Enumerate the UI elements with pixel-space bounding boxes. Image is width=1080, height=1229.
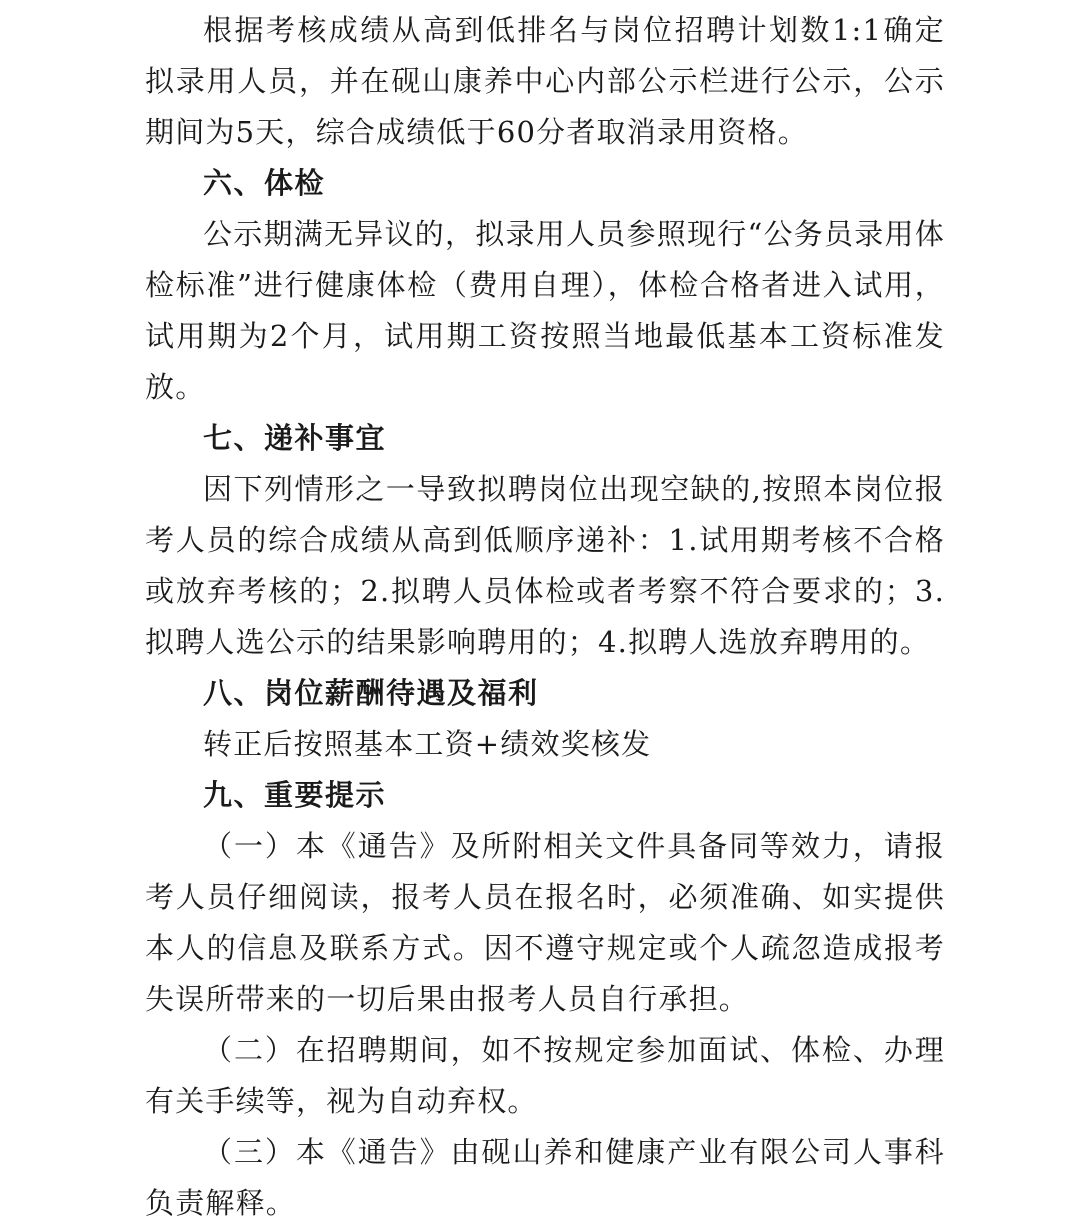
heading-important-notes: 九、重要提示 — [203, 778, 387, 812]
document-page — [145, 0, 945, 1229]
paragraph-note-2: （二）在招聘期间，如不按规定参加面试、体检、办理有关手续等，视为自动弃权。 — [145, 1033, 945, 1118]
heading-replacement: 七、递补事宜 — [203, 421, 387, 455]
paragraph-physical-exam: 公示期满无异议的，拟录用人员参照现行“公务员录用体检标准”进行健康体检（费用自理），体检合格者进入试用，试用期为2个月，试用期工资按照当地最低基本工资标准发放。 — [145, 217, 945, 404]
paragraph-note-3: （三）本《通告》由砚山养和健康产业有限公司人事科负责解释。 — [145, 1135, 945, 1220]
heading-salary-benefits: 八、岗位薪酬待遇及福利 — [203, 676, 539, 710]
paragraph-note-1: （一）本《通告》及所附相关文件具备同等效力，请报考人员仔细阅读，报考人员在报名时，必须准确、如实提供本人的信息及联系方式。因不遵守规定或个人疏忽造成报考失误所带来的一切后果由报考人员自行承担。 — [145, 829, 945, 1016]
paragraph-hiring-announcement: 根据考核成绩从高到低排名与岗位招聘计划数1:1确定拟录用人员，并在砚山康养中心内部公示栏进行公示，公示期间为5天，综合成绩低于60分者取消录用资格。 — [145, 13, 945, 149]
paragraph-salary-benefits: 转正后按照基本工资+绩效奖核发 — [203, 727, 652, 761]
paragraph-replacement: 因下列情形之一导致拟聘岗位出现空缺的,按照本岗位报考人员的综合成绩从高到低顺序递补：1.试用期考核不合格或放弃考核的；2.拟聘人员体检或者考察不符合要求的；3.拟聘人选公示的结果影响聘用的；4.拟聘人选放弃聘用的。 — [145, 472, 945, 659]
heading-physical-exam: 六、体检 — [203, 166, 326, 200]
